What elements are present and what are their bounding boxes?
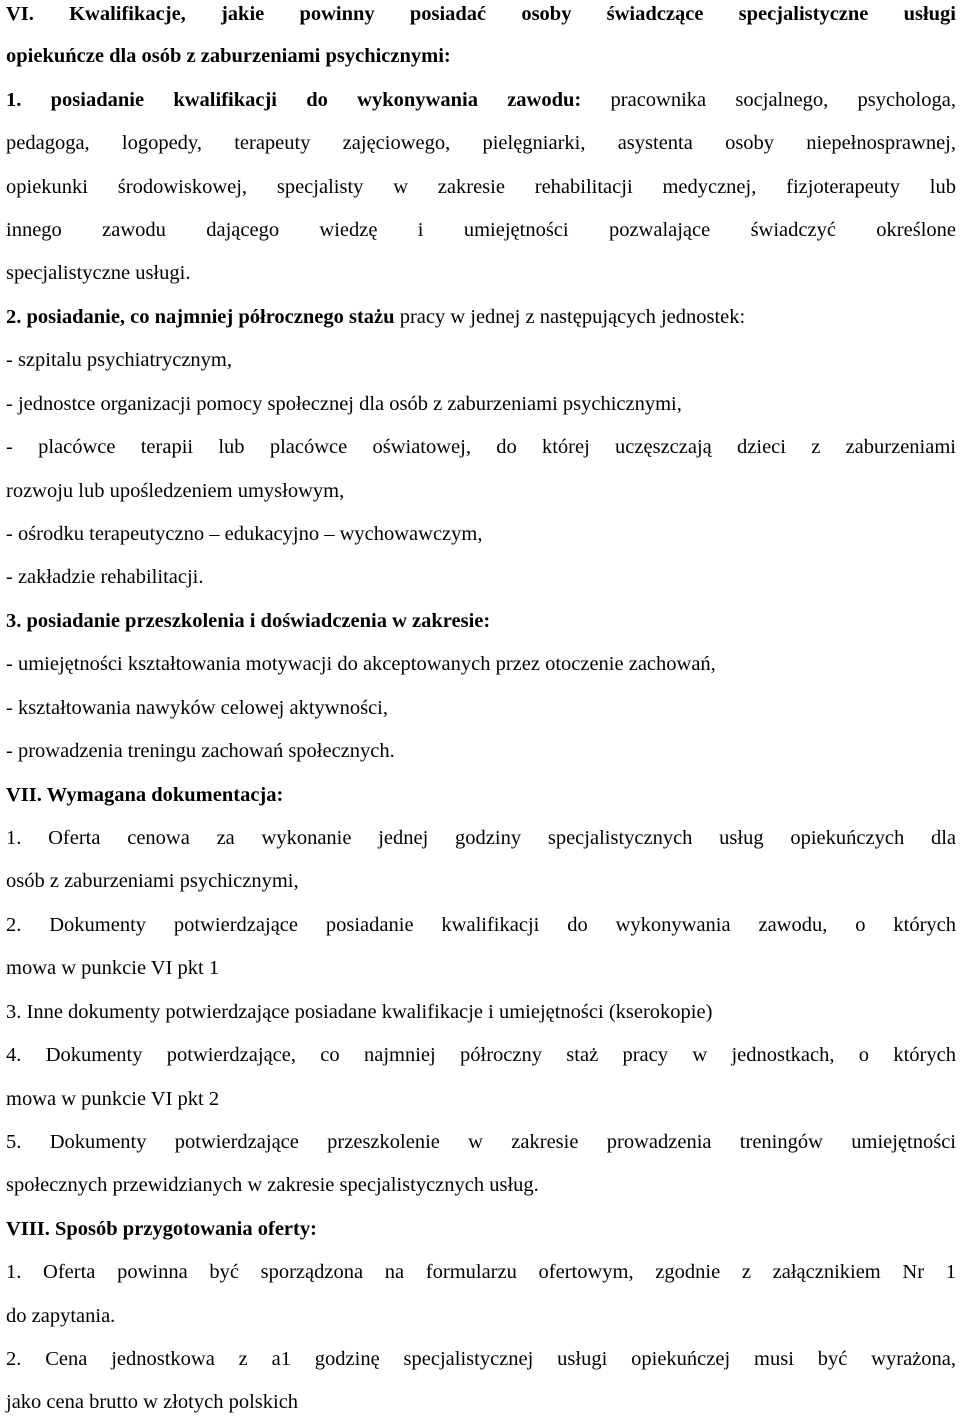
section-viii-line: 1. Oferta powinna być sporządzona na formularzu ofertowym, zgodnie z załącznikiem Nr 1: [6, 1261, 956, 1283]
point-3-list-item: - umiejętności kształtowania motywacji do akceptowanych przez otoczenie zachowań,: [6, 653, 716, 675]
section-vii-heading: VII. Wymagana dokumentacja:: [6, 784, 284, 806]
point-3-list-item: - prowadzenia treningu zachowań społecznych.: [6, 740, 395, 762]
point-2-list-item: - jednostce organizacji pomocy społecznej dla osób z zaburzeniami psychicznymi,: [6, 393, 682, 415]
point-1-line-1-text: pracownika socjalnego, psychologa,: [581, 89, 956, 111]
section-vii-line: 2. Dokumenty potwierdzające posiadanie kwalifikacji do wykonywania zawodu, o których: [6, 914, 956, 936]
point-1-lead: 1. posiadanie kwalifikacji do wykonywania zawodu:: [6, 89, 582, 111]
point-3-heading: 3. posiadanie przeszkolenia i doświadczenia w zakresie:: [6, 610, 491, 632]
section-vii-line: mowa w punkcie VI pkt 1: [6, 957, 220, 979]
section-viii-heading: VIII. Sposób przygotowania oferty:: [6, 1218, 317, 1240]
point-3-list-item: - kształtowania nawyków celowej aktywności,: [6, 697, 388, 719]
point-2-line-1-text: pracy w jednej z następujących jednostek:: [394, 306, 746, 328]
section-vii-line: 3. Inne dokumenty potwierdzające posiadane kwalifikacje i umiejętności (kserokopie): [6, 1001, 713, 1023]
point-1-line-4: innego zawodu dającego wiedzę i umiejętności pozwalające świadczyć określone: [6, 219, 956, 241]
point-2-list-item-continuation: rozwoju lub upośledzeniem umysłowym,: [6, 480, 345, 502]
section-vii-line: społecznych przewidzianych w zakresie specjalistycznych usług.: [6, 1174, 539, 1196]
point-2-line-1: [6, 303, 956, 331]
section-vii-line: 4. Dokumenty potwierdzające, co najmniej półroczny staż pracy w jednostkach, o których: [6, 1044, 956, 1066]
section-viii-line: jako cena brutto w złotych polskich: [6, 1391, 299, 1413]
point-2-list-item: - szpitalu psychiatrycznym,: [6, 349, 233, 371]
section-vii-line: 1. Oferta cenowa za wykonanie jednej godziny specjalistycznych usług opiekuńczych dla: [6, 827, 956, 849]
section-vi-heading-line-1: VI. Kwalifikacje, jakie powinny posiadać osoby świadczące specjalistyczne usługi: [6, 3, 956, 25]
section-vii-line: osób z zaburzeniami psychicznymi,: [6, 870, 299, 892]
point-1-line-2: pedagoga, logopedy, terapeuty zajęciowego, pielęgniarki, asystenta osoby niepełnosprawnej,: [6, 132, 956, 154]
point-1-line-5: specjalistyczne usługi.: [6, 262, 191, 284]
point-1-line-3: opiekunki środowiskowej, specjalisty w zakresie rehabilitacji medycznej, fizjoterapeuty lub: [6, 176, 956, 198]
point-2-list-item: - ośrodku terapeutyczno – edukacyjno – wychowawczym,: [6, 523, 483, 545]
section-viii-line: do zapytania.: [6, 1305, 116, 1327]
section-viii-line: 2. Cena jednostkowa z a1 godzinę specjalistycznej usługi opiekuńczej musi być wyrażona,: [6, 1348, 956, 1370]
section-vii-line: 5. Dokumenty potwierdzające przeszkolenie w zakresie prowadzenia treningów umiejętności: [6, 1131, 956, 1153]
section-vii-line: mowa w punkcie VI pkt 2: [6, 1088, 220, 1110]
point-2-lead: 2. posiadanie, co najmniej półrocznego stażu: [6, 306, 395, 328]
point-2-list-item: - placówce terapii lub placówce oświatowej, do której uczęszczają dzieci z zaburzeniami: [6, 436, 956, 458]
section-vi-heading-line-2: opiekuńcze dla osób z zaburzeniami psychicznymi:: [6, 45, 451, 67]
point-2-list-item: - zakładzie rehabilitacji.: [6, 566, 204, 588]
point-1-line-1: [6, 86, 956, 114]
